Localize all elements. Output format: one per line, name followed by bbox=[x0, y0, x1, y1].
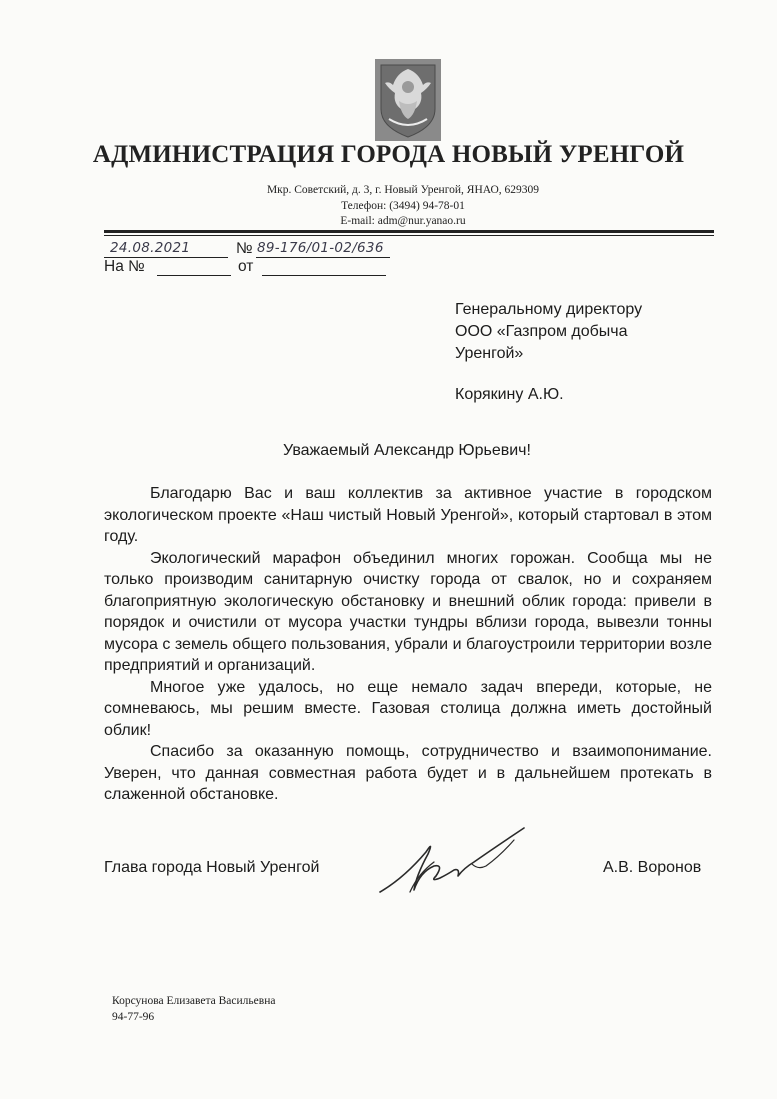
paragraph-4: Спасибо за оказанную помощь, сотрудничество и взаимопонимание. Уверен, что данная совместная работа будет и в дальнейшем протекать в слаженной обстановке. bbox=[104, 743, 712, 803]
reply-label: На № bbox=[104, 258, 145, 275]
reply-date-field bbox=[262, 258, 386, 276]
paragraph-1: Благодарю Вас и ваш коллектив за активное участие в городском экологическом проекте «Наш чистый Новый Уренгой», который стартовал в этом году. bbox=[104, 485, 712, 545]
header-divider-thick bbox=[104, 230, 714, 233]
number-field bbox=[256, 240, 390, 258]
date-field bbox=[104, 240, 228, 258]
addressee-line-3: Уренгой» bbox=[455, 345, 524, 362]
number-sign: № bbox=[236, 240, 253, 257]
letter-body bbox=[104, 483, 712, 806]
email-line: E-mail: adm@nur.yanao.ru bbox=[340, 215, 466, 227]
number-handwritten: 89-176/01-02/636 bbox=[257, 240, 384, 256]
addressee-name: Корякину А.Ю. bbox=[455, 386, 564, 403]
phone-line: Телефон: (3494) 94-78-01 bbox=[341, 200, 465, 212]
reply-number-field bbox=[157, 258, 231, 276]
coat-of-arms-icon bbox=[375, 59, 441, 141]
executor-name: Корсунова Елизавета Васильевна bbox=[112, 995, 276, 1007]
addressee-line-1: Генеральному директору bbox=[455, 301, 643, 318]
paragraph-2: Экологический марафон объединил многих горожан. Сообща мы не только производим санитарную очистку города от свалок, но и сохраняем благоприятную экологическую обстановку и внешний облик города: привели в порядок и очистили от мусора участки тундры вблизи города, вывезли тонны мусора с земель общего пользования, убрали и благоустроили территории возле предприятий и организаций. bbox=[104, 549, 712, 674]
paragraph-3: Многое уже удалось, но еще немало задач впереди, которые, не сомневаюсь, мы решим вместе. Газовая столица должна иметь достойный облик! bbox=[104, 678, 712, 739]
addressee-line-2: ООО «Газпром добыча bbox=[455, 323, 628, 340]
handwritten-signature bbox=[374, 818, 544, 898]
address-line: Мкр. Советский, д. 3, г. Новый Уренгой, ЯНАО, 629309 bbox=[266, 184, 540, 196]
date-handwritten: 24.08.2021 bbox=[110, 240, 191, 256]
from-label: от bbox=[238, 258, 254, 275]
header-divider-thin bbox=[104, 235, 714, 236]
executor-phone: 94-77-96 bbox=[112, 1011, 155, 1023]
signatory-position: Глава города Новый Уренгой bbox=[104, 859, 320, 876]
organization-title: АДМИНИСТРАЦИЯ ГОРОДА НОВЫЙ УРЕНГОЙ bbox=[92, 141, 685, 168]
signatory-name: А.В. Воронов bbox=[603, 859, 702, 876]
salutation: Уважаемый Александр Юрьевич! bbox=[283, 442, 531, 459]
